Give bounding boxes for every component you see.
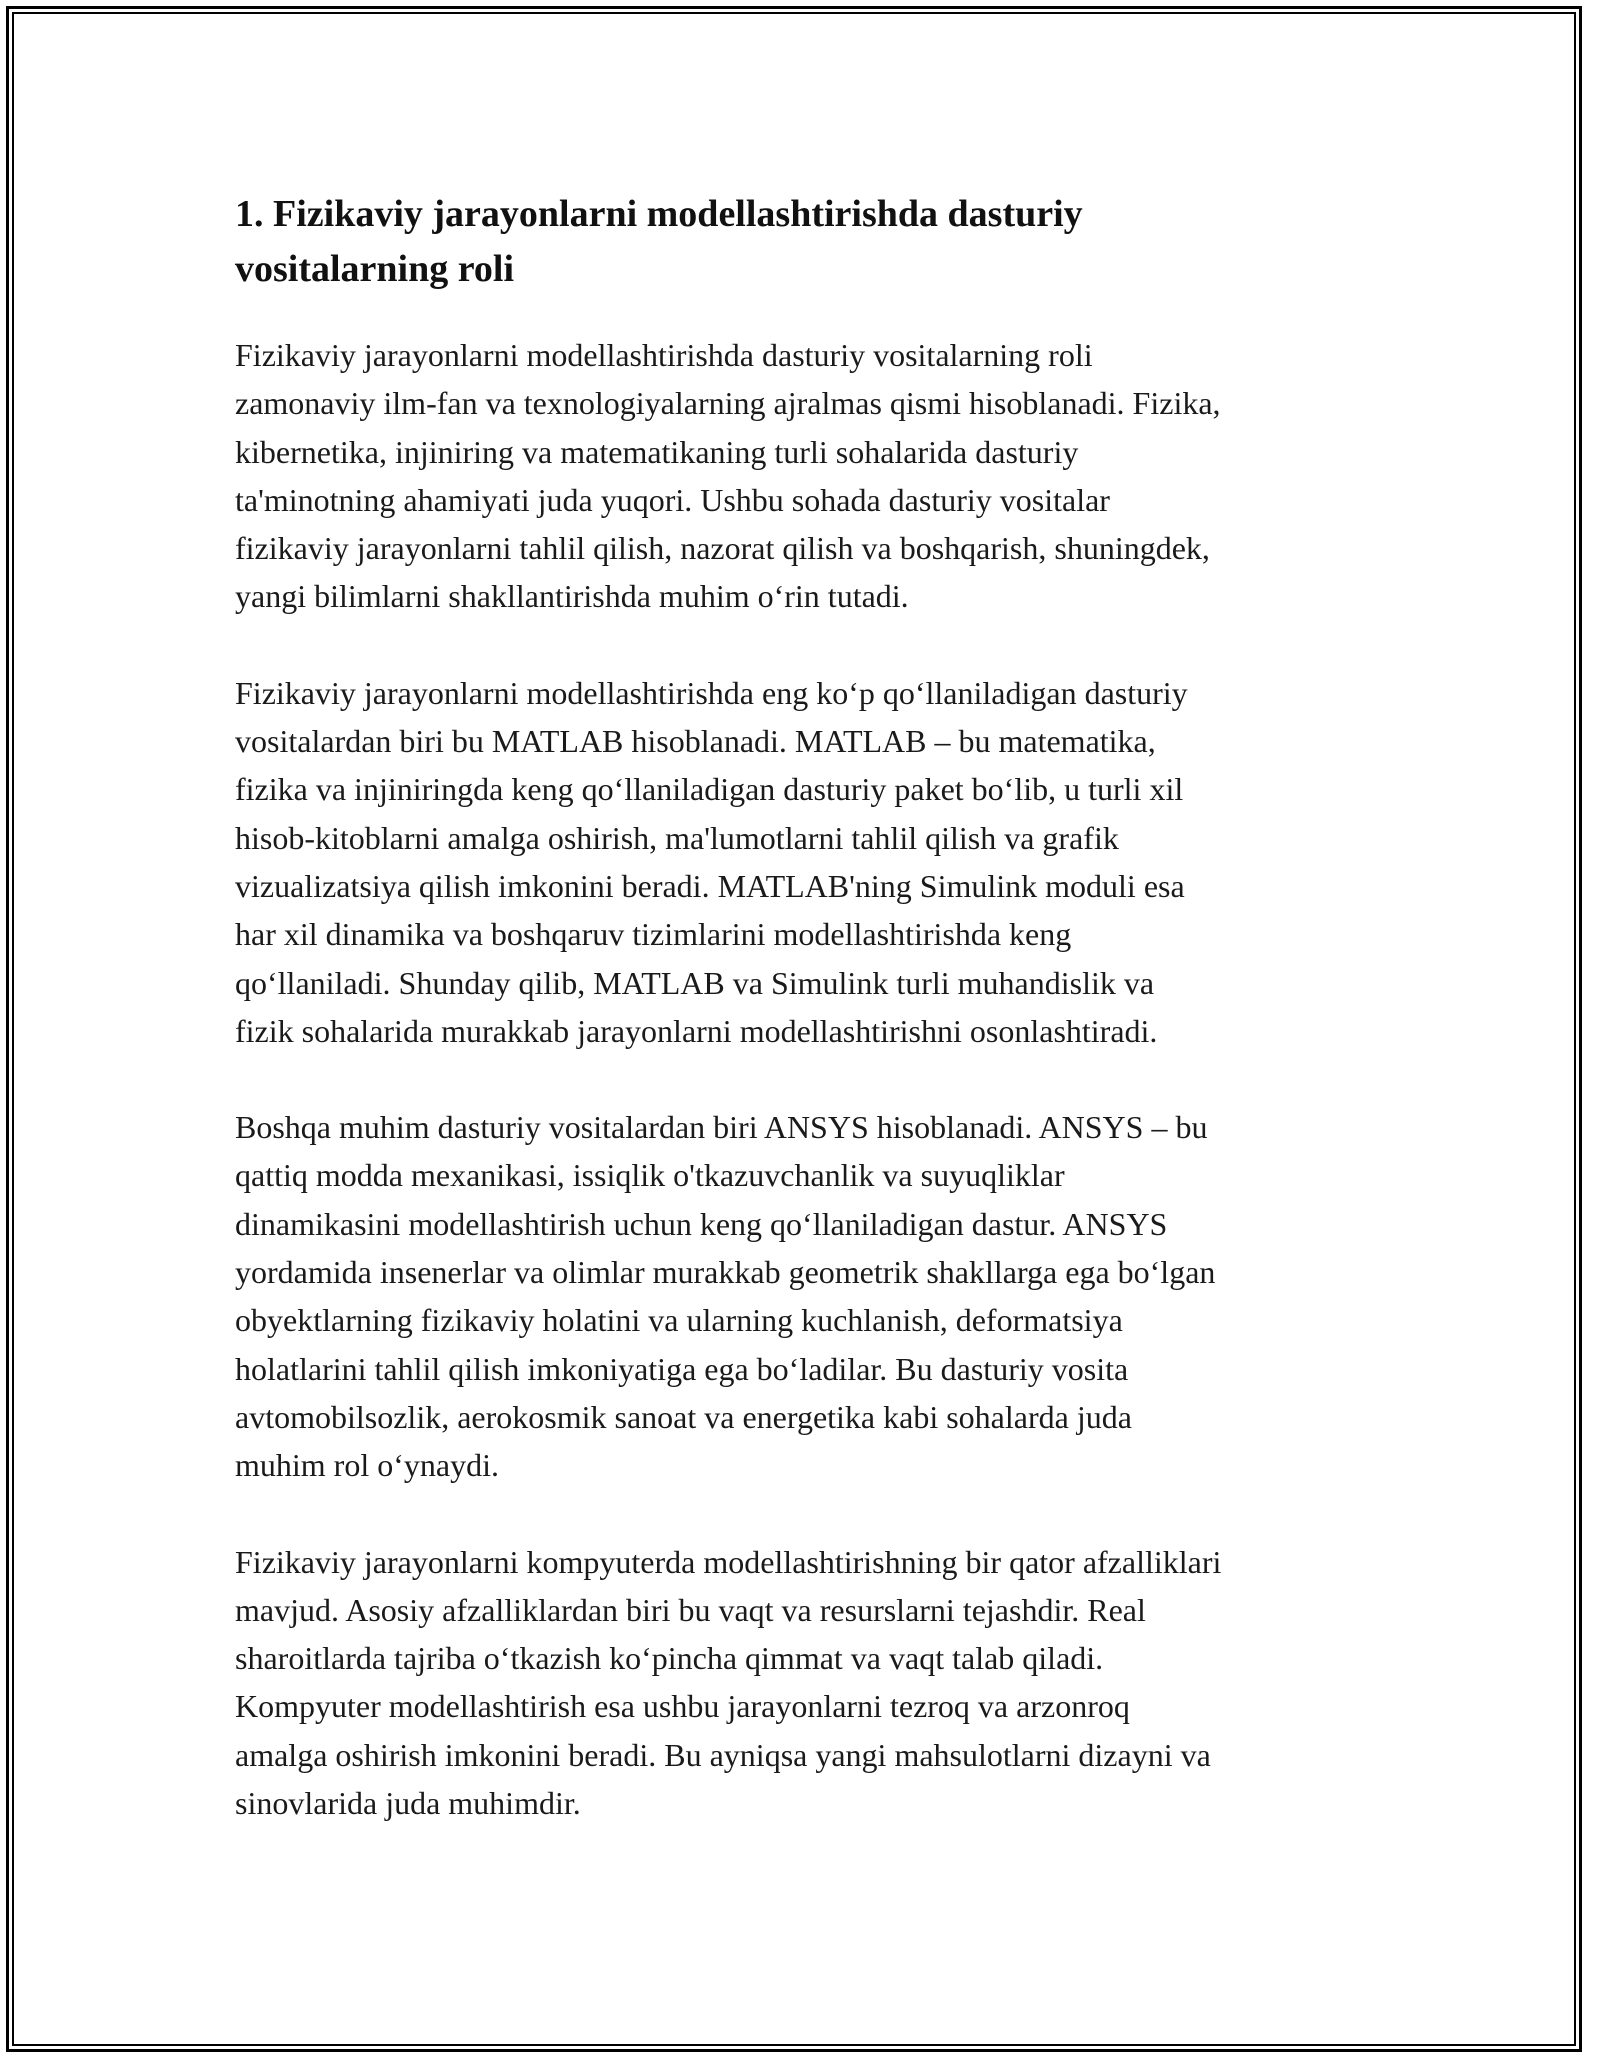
paragraph-line: vositalardan biri bu MATLAB hisoblanadi. MATLAB – bu matematika, [235, 723, 1156, 760]
paragraph-line: har xil dinamika va boshqaruv tizimlarini modellashtirishda keng [235, 916, 1072, 953]
paragraph-line: qattiq modda mexanikasi, issiqlik o'tkazuvchanlik va suyuqliklar [235, 1157, 1065, 1194]
paragraph-line: vizualizatsiya qilish imkonini beradi. MATLAB'ning Simulink moduli esa [235, 867, 1185, 904]
paragraph-line: fizika va injiniringda keng qo‘llaniladigan dasturiy paket bo‘lib, u turli xil [235, 771, 1184, 808]
paragraph-line: Boshqa muhim dasturiy vositalardan biri ANSYS hisoblanadi. ANSYS – bu [235, 1109, 1208, 1146]
paragraph-line: yordamida insenerlar va olimlar murakkab geometrik shakllarga ega bo‘lgan [235, 1254, 1216, 1291]
heading-line: 1. Fizikaviy jarayonlarni modellashtirishda dasturiy [235, 193, 1083, 235]
paragraph-line: sharoitlarda tajriba o‘tkazish ko‘pincha qimmat va vaqt talab qiladi. [235, 1640, 1104, 1677]
paragraph-line: Fizikaviy jarayonlarni modellashtirishda dasturiy vositalarning roli [235, 337, 1093, 373]
paragraph-line: qo‘llaniladi. Shunday qilib, MATLAB va Simulink turli muhandislik va [235, 964, 1155, 1001]
paragraph-line: Fizikaviy jarayonlarni kompyuterda modellashtirishning bir qator afzalliklari [235, 1543, 1222, 1580]
paragraph [235, 331, 1385, 621]
paragraph-line: ta'minotning ahamiyati juda yuqori. Ushbu sohada dasturiy vositalar [235, 481, 1110, 518]
paragraph [235, 669, 1385, 1055]
paragraph-line: mavjud. Asosiy afzalliklardan biri bu vaqt va resurslarni tejashdir. Real [235, 1591, 1146, 1628]
paragraph-line: avtomobilsozlik, aerokosmik sanoat va energetika kabi sohalarda juda [235, 1398, 1132, 1435]
paragraph-list [235, 331, 1385, 1827]
paragraph-line: hisob-kitoblarni amalga oshirish, ma'lumotlarni tahlil qilish va grafik [235, 819, 1119, 856]
paragraph-line: yangi bilimlarni shakllantirishda muhim o‘rin tutadi. [235, 578, 909, 615]
paragraph-line: zamonaviy ilm-fan va texnologiyalarning ajralmas qismi hisoblanadi. Fizika, [235, 385, 1221, 422]
section-heading [235, 187, 1385, 297]
heading-line: vositalarning roli [235, 248, 515, 290]
paragraph-line: kibernetika, injiniring va matematikaning turli sohalarida dasturiy [235, 433, 1079, 470]
paragraph-line: muhim rol o‘ynaydi. [235, 1447, 499, 1484]
paragraph [235, 1538, 1385, 1828]
paragraph [235, 1103, 1385, 1489]
paragraph-line: dinamikasini modellashtirish uchun keng qo‘llaniladigan dastur. ANSYS [235, 1205, 1168, 1242]
paragraph-line: fizik sohalarida murakkab jarayonlarni modellashtirishni osonlashtiradi. [235, 1012, 1158, 1049]
paragraph-line: amalga oshirish imkonini beradi. Bu ayniqsa yangi mahsulotlarni dizayni va [235, 1736, 1211, 1773]
paragraph-line: sinovlarida juda muhimdir. [235, 1785, 581, 1822]
paragraph-line: holatlarini tahlil qilish imkoniyatiga ega bo‘ladilar. Bu dasturiy vosita [235, 1350, 1129, 1387]
paragraph-line: Kompyuter modellashtirish esa ushbu jarayonlarni tezroq va arzonroq [235, 1688, 1130, 1725]
paragraph-line: Fizikaviy jarayonlarni modellashtirishda eng ko‘p qo‘llaniladigan dasturiy [235, 674, 1188, 711]
document-body [235, 187, 1385, 1875]
paragraph-line: fizikaviy jarayonlarni tahlil qilish, nazorat qilish va boshqarish, shuningdek, [235, 530, 1210, 567]
paragraph-line: obyektlarning fizikaviy holatini va ularning kuchlanish, deformatsiya [235, 1302, 1123, 1339]
